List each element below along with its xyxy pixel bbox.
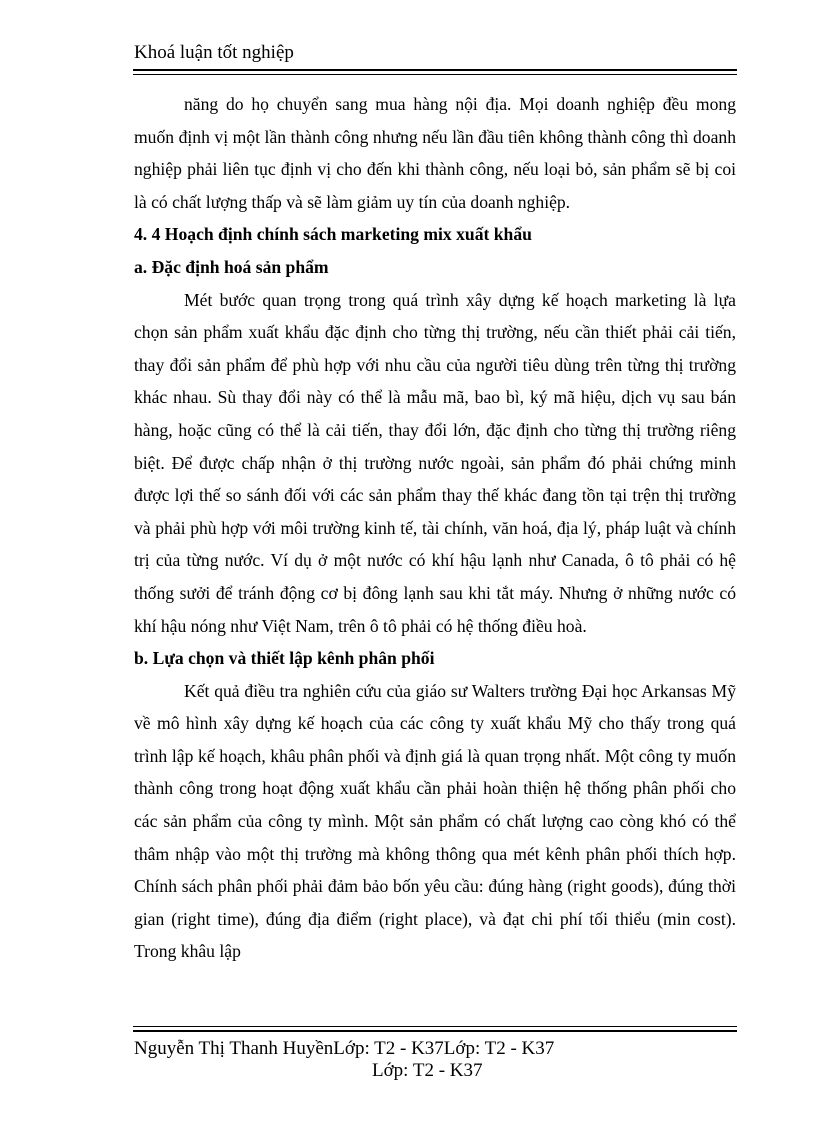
header-rule-thin bbox=[133, 74, 737, 75]
footer-rule-thin bbox=[133, 1026, 737, 1027]
footer-rule-thick bbox=[133, 1030, 737, 1032]
header-rule-thick bbox=[133, 69, 737, 71]
paragraph-distribution: Kết quả điều tra nghiên cứu của giáo sư Walters trường Đại học Arkansas Mỹ về mô hình xây dựng kế hoạch của các công ty xuất khẩu Mỹ cho thấy trong quá trình lập kế hoạch, khâu phân phối và định giá là quan trọng nhất. Một công ty muốn thành công trong hoạt động xuất khẩu cần phải hoàn thiện hệ thống phân phối cho các sản phẩm của công ty mình. Một sản phẩm có chất lượng cao còng khó có thể thâm nhập vào một thị trường mà không thông qua mét kênh phân phối thích hợp. Chính sách phân phối phải đảm bảo bốn yêu cầu: đúng hàng (right goods), đúng thời gian (right time), đúng địa điểm (right place), và đạt chi phí tối thiểu (min cost). Trong khâu lập bbox=[134, 680, 736, 962]
paragraph-positioning: năng do họ chuyển sang mua hàng nội địa. Mọi doanh nghiệp đều mong muốn định vị một lần thành công nhưng nếu lần đầu tiên không thành công thì doanh nghiệp phải liên tục định vị cho đến khi thành công, nếu loại bỏ, sản phẩm sẽ bị coi là có chất lượng thấp và sẽ làm giảm uy tín của doanh nghiệp. bbox=[134, 94, 736, 212]
page-footer-author: Nguyễn Thị Thanh HuyềnLớp: T2 - K37Lớp: T2 - K37 bbox=[134, 1038, 555, 1059]
page-body bbox=[134, 88, 736, 968]
page-header-title: Khoá luận tốt nghiệp bbox=[134, 42, 294, 63]
subsection-heading-distribution: b. Lựa chọn và thiết lập kênh phân phối bbox=[134, 648, 435, 669]
page-footer-class: Lớp: T2 - K37 bbox=[372, 1060, 483, 1081]
subsection-heading-product: a. Đặc định hoá sản phẩm bbox=[134, 256, 329, 277]
paragraph-product: Mét bước quan trọng trong quá trình xây dựng kế hoạch marketing là lựa chọn sản phẩm xuất khẩu đặc định cho từng thị trường, nếu cần thiết phải cải tiến, thay đổi sản phẩm để phù hợp với nhu cầu của người tiêu dùng trên từng thị trường khác nhau. Sù thay đổi này có thể là mẫu mã, bao bì, ký mã hiệu, dịch vụ sau bán hàng, hoặc cũng có thể là cải tiến, thay đổi lớn, đặc định cho từng thị trường riêng biệt. Để được chấp nhận ở thị trường nước ngoài, sản phẩm đó phải chứng minh được lợi thế so sánh đối với các sản phẩm thay thế khác đang tồn tại trện thị trường và phải phù hợp với môi trường kinh tế, tài chính, văn hoá, địa lý, pháp luật và chính trị của từng nước. Ví dụ ở một nước có khí hậu lạnh như Canada, ô tô phải có hệ thống sưởi để tránh động cơ bị đông lạnh sau khi tắt máy. Nhưng ở những nước có khí hậu nóng như Việt Nam, trên ô tô phải có hệ thống điều hoà. bbox=[134, 289, 736, 636]
section-heading-marketing-mix: 4. 4 Hoạch định chính sách marketing mix xuất khẩu bbox=[134, 224, 532, 245]
